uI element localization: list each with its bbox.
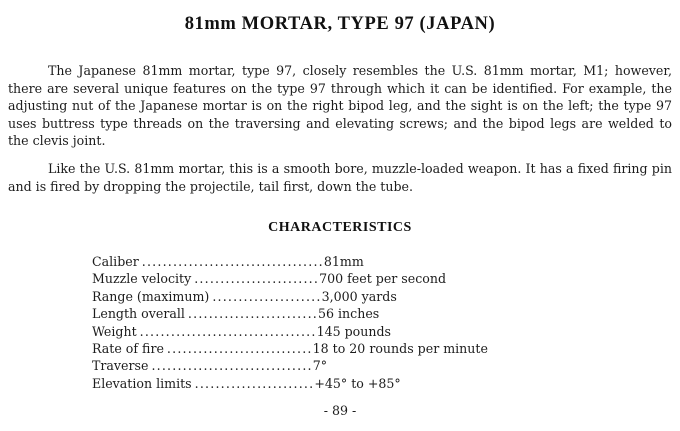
spec-value: 18 to 20 rounds per minute (312, 340, 488, 356)
paragraph-text: Like the U.S. 81mm mortar, this is a smooth bore, muzzle-loaded weapon. It has a fixed firing pin and is fired by dropping the projectile, tail first, down the tube. (8, 161, 672, 194)
paragraph-text: The Japanese 81mm mortar, type 97, closely resembles the U.S. 81mm mortar, M1; however, there are several unique features on the type 97 through which it can be identified. For example, the adjusting nut of the Japanese mortar is on the right bipod leg, and the sight is on the left; the type 97 uses buttress type threads on the traversing and elevating screws; and the bipod legs are welded to the clevis joint. (8, 63, 672, 149)
spec-value: 81mm (323, 254, 364, 269)
spec-row-range (92, 288, 592, 305)
leader-dots: ..................... (212, 288, 322, 304)
spec-row-elevation-limits (92, 375, 592, 392)
page-title: 81mm MORTAR, TYPE 97 (JAPAN) (184, 14, 496, 34)
page-number: - 89 - (323, 403, 357, 418)
spec-label: Muzzle velocity (92, 271, 192, 287)
spec-value: 56 inches (318, 306, 380, 322)
spec-value: +45° to +85° (314, 375, 401, 391)
spec-row-caliber (92, 253, 592, 270)
description-paragraph-1 (8, 62, 672, 150)
spec-row-weight (92, 323, 592, 340)
leader-dots: ....................... (194, 375, 315, 391)
leader-dots: ............................... (151, 358, 313, 374)
spec-value: 700 feet per second (319, 271, 447, 287)
spec-row-rate-of-fire (92, 340, 592, 357)
leader-dots: ......................... (187, 306, 318, 322)
spec-value: 7° (312, 358, 328, 374)
description-paragraph-2 (8, 160, 672, 195)
leader-dots: .................................. (139, 323, 317, 339)
spec-label: Rate of fire (92, 340, 164, 356)
section-title-characteristics: CHARACTERISTICS (268, 220, 412, 235)
spec-row-muzzle-velocity (92, 270, 592, 287)
spec-label: Traverse (92, 358, 149, 374)
spec-row-traverse (92, 357, 592, 374)
leader-dots: ........................ (194, 271, 320, 287)
spec-label: Length overall (92, 306, 185, 322)
spec-row-length-overall (92, 305, 592, 322)
spec-label: Range (maximum) (92, 288, 210, 304)
spec-value: 145 pounds (316, 323, 391, 339)
spec-label: Elevation limits (92, 375, 192, 391)
spec-label: Caliber (92, 254, 139, 269)
characteristics-list (92, 253, 592, 392)
spec-value: 3,000 yards (321, 288, 397, 304)
leader-dots: ............................ (166, 340, 313, 356)
spec-label: Weight (92, 323, 137, 339)
leader-dots: ................................... (141, 254, 324, 269)
